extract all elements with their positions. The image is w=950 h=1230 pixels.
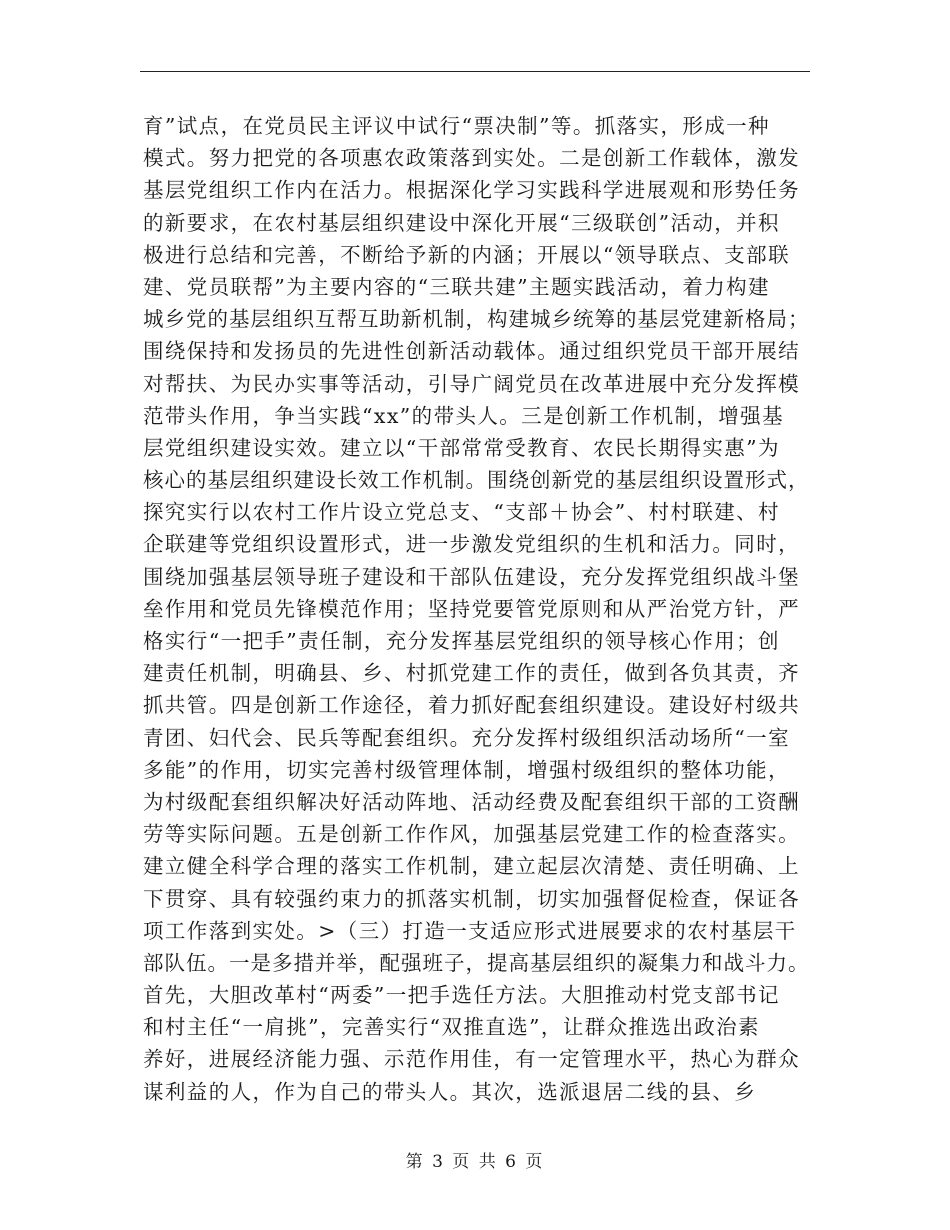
text-line: 部队伍。一是多措并举，配强班子，提高基层组织的凝集力和战斗力。 — [143, 950, 810, 975]
text-line: 项工作落到实处。>（三）打造一支适应形式进展要求的农村基层干 — [143, 918, 797, 943]
document-body — [143, 110, 815, 1108]
text-line: 围绕保持和发扬员的先进性创新活动载体。通过组织党员干部开展结 — [143, 339, 800, 364]
text-line: 和村主任“一肩挑”，完善实行“双推直选”，让群众推选出政治素 — [143, 1015, 760, 1040]
text-line: 企联建等党组织设置形式，进一步激发党组织的生机和活力。同时， — [143, 532, 800, 557]
text-line: 抓共管。四是创新工作途径，着力抓好配套组织建设。建设好村级共 — [143, 693, 800, 718]
text-line: 探究实行以农村工作片设立党总支、“支部＋协会”、村村联建、村 — [143, 500, 780, 525]
page-number-footer: 第 3 页 共 6 页 — [405, 1152, 545, 1172]
text-line: 建立健全科学合理的落实工作机制，建立起层次清楚、责任明确、上 — [143, 854, 800, 879]
text-line: 模式。努力把党的各项惠农政策落到实处。二是创新工作载体，激发 — [143, 146, 800, 171]
text-line: 格实行“一把手”责任制，充分发挥基层党组织的领导核心作用；创 — [143, 629, 780, 653]
text-line: 劳等实际问题。五是创新工作作风，加强基层党建工作的检查落实。 — [143, 822, 800, 847]
text-line: 层党组织建设实效。建立以“干部常常受教育、农民长期得实惠”为 — [143, 435, 780, 460]
text-line: 核心的基层组织建设长效工作机制。围绕创新党的基层组织设置形式， — [143, 468, 810, 493]
text-line: 育”试点，在党员民主评议中试行“票决制”等。抓落实，形成一种 — [143, 114, 770, 138]
text-line: 围绕加强基层领导班子建设和干部队伍建设，充分发挥党组织战斗堡 — [143, 564, 800, 589]
text-line: 建、党员联帮”为主要内容的“三联共建”主题实践活动，着力构建 — [143, 274, 770, 299]
text-line: 的新要求，在农村基层组织建设中深化开展“三级联创”活动，并积 — [143, 210, 780, 235]
text-line: 建责任机制，明确县、乡、村抓党建工作的责任，做到各负其责，齐 — [143, 661, 800, 686]
text-line: 为村级配套组织解决好活动阵地、活动经费及配套组织干部的工资酬 — [143, 789, 800, 814]
text-line: 对帮扶、为民办实事等活动，引导广阔党员在改革进展中充分发挥模 — [143, 371, 800, 396]
text-line: 垒作用和党员先锋模范作用；坚持党要管党原则和从严治党方针，严 — [143, 596, 800, 621]
text-line: 范带头作用，争当实践“xx”的带头人。三是创新工作机制，增强基 — [143, 403, 784, 428]
text-line: 下贯穿、具有较强约束力的抓落实机制，切实加强督促检查，保证各 — [143, 886, 800, 911]
text-line: 基层党组织工作内在活力。根据深化学习实践科学进展观和形势任务 — [143, 178, 800, 203]
text-line: 首先，大胆改革村“两委”一把手选任方法。大胆推动村党支部书记 — [143, 983, 780, 1008]
text-line: 青团、妇代会、民兵等配套组织。充分发挥村级组织活动场所“一室 — [143, 725, 790, 750]
header-rule — [140, 71, 810, 72]
text-line: 养好，进展经济能力强、示范作用佳，有一定管理水平，热心为群众 — [143, 1047, 800, 1072]
text-line: 谋利益的人，作为自己的带头人。其次，选派退居二线的县、乡 — [143, 1079, 757, 1104]
text-line: 极进行总结和完善，不断给予新的内涵；开展以“领导联点、支部联 — [143, 242, 790, 267]
text-line: 多能”的作用，切实完善村级管理体制，增强村级组织的整体功能， — [143, 757, 790, 782]
text-line: 城乡党的基层组织互帮互助新机制，构建城乡统筹的基层党建新格局； — [143, 307, 810, 332]
